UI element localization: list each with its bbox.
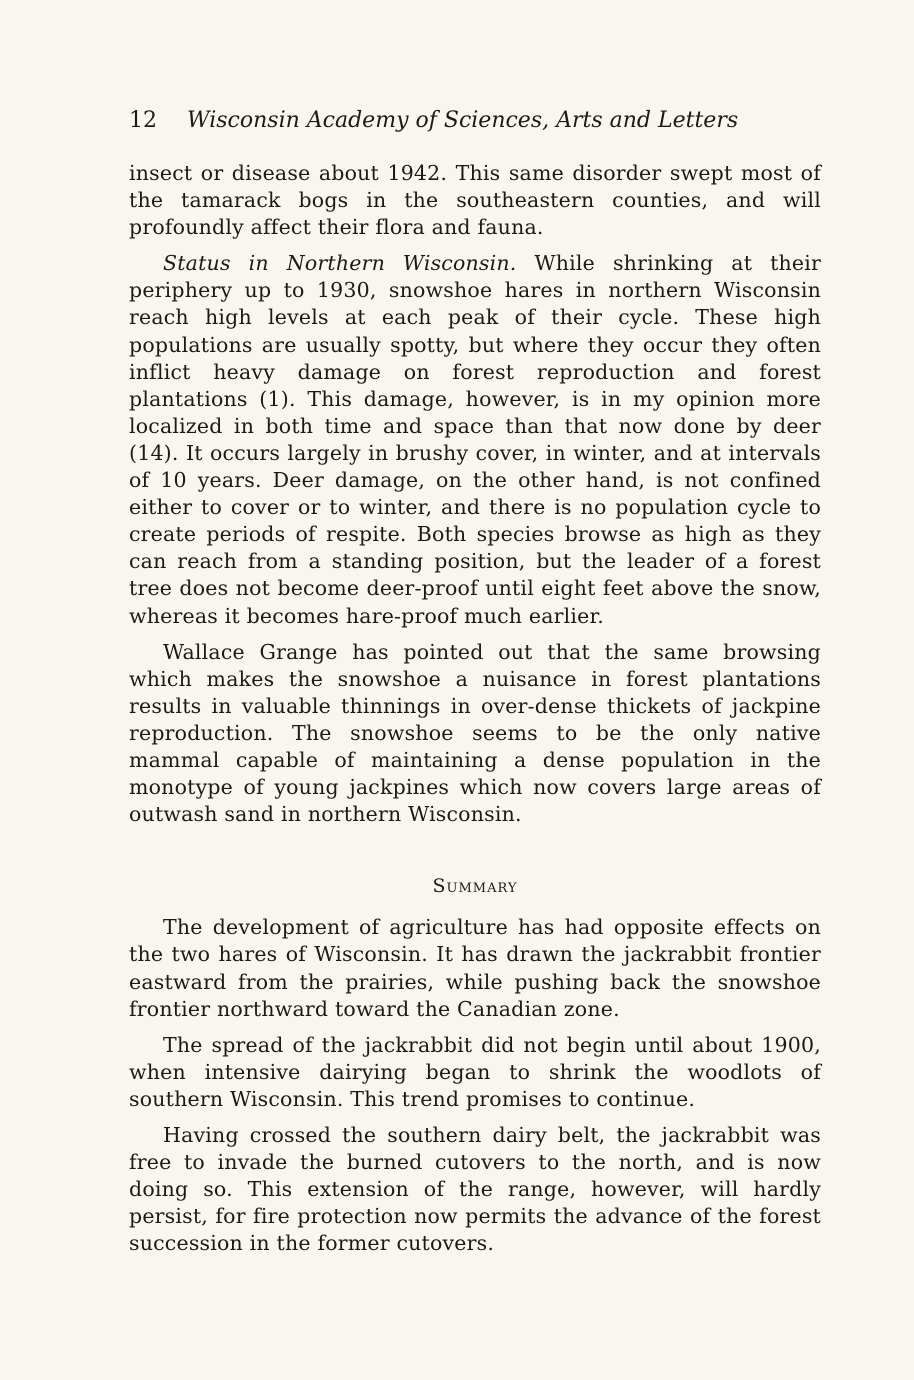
running-header — [129, 106, 829, 136]
paragraph-grange: Wallace Grange has pointed out that the same browsing which makes the snowshoe a nuisance in forest plantations results in valuable thinnings in over-dense thickets of jackpine reproduction. The snowshoe seems to be the only native mammal capable of maintaining a dense population in the monotype of young jackpines which now covers large areas of outwash sand in northern Wisconsin. — [129, 639, 821, 827]
body-text — [129, 160, 821, 1266]
paragraph-text: While shrinking at their periphery up to 1930, snowshoe hares in northern Wisconsin reach high levels at each peak of their cycle. These high populations are usually spotty, but where they occur they often inflict heavy damage on forest reproduction and forest plantations (1). This damage, however, is in my opinion more localized in both time and space than that now done by deer (14). It occurs largely in brushy cover, in winter, and at intervals of 10 years. Deer damage, on the other hand, is not confined either to cover or to winter, and there is no population cycle to create periods of respite. Both species browse as high as they can reach from a standing position, but the leader of a forest tree does not become deer-proof until eight feet above the snow, whereas it becomes hare-proof much earlier. — [129, 251, 822, 628]
page-number: 12 — [129, 108, 157, 133]
paragraph-status-northern — [129, 250, 821, 629]
summary-paragraph-3: Having crossed the southern dairy belt, the jackrabbit was free to invade the burned cutovers to the north, and is now doing so. This extension of the range, however, will hardly persist, for fire protection now permits the advance of the forest succession in the former cutovers. — [129, 1123, 821, 1256]
summary-paragraph-1: The development of agriculture has had opposite effects on the two hares of Wisconsin. It has drawn the jackrabbit frontier eastward from the prairies, while pushing back the snowshoe frontier northward toward the Canadian zone. — [129, 915, 821, 1021]
paragraph-continued: insect or disease about 1942. This same disorder swept most of the tamarack bogs in the southeastern counties, and will profoundly affect their flora and fauna. — [129, 161, 821, 240]
running-title: Wisconsin Academy of Sciences, Arts and Letters — [187, 108, 739, 133]
run-in-heading: Status in Northern Wisconsin. — [163, 251, 517, 276]
section-heading-summary: Summary — [432, 875, 518, 898]
summary-paragraph-2: The spread of the jackrabbit did not begin until about 1900, when intensive dairying began to shrink the woodlots of southern Wisconsin. This trend promises to continue. — [129, 1032, 821, 1111]
